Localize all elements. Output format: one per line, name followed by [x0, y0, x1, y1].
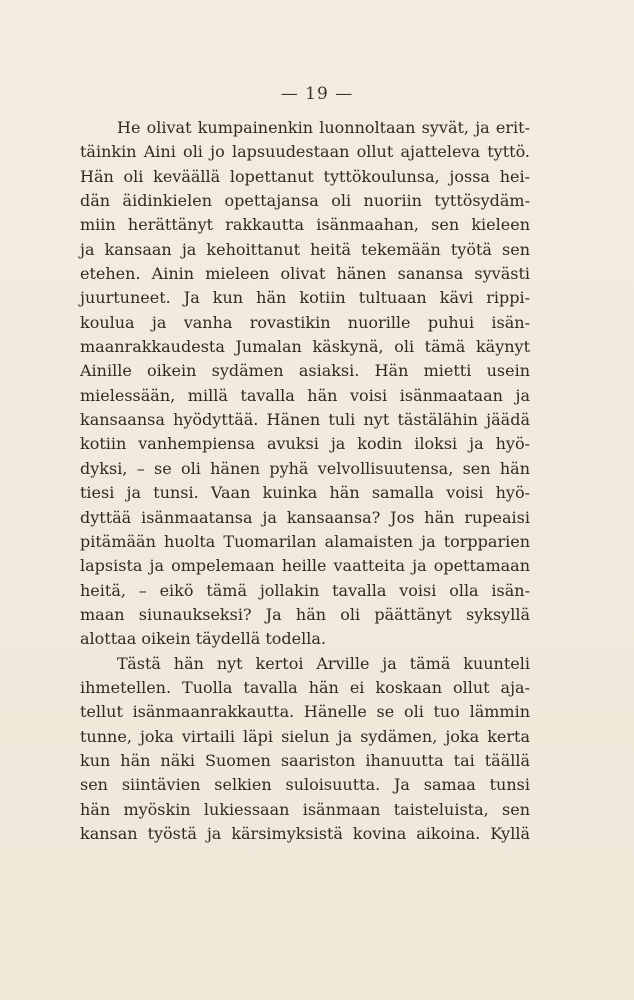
text-line: täinkin Aini oli jo lapsuudestaan ollut ajatteleva tyttö.: [80, 142, 530, 162]
text-line: ja kansaan ja kehoittanut heitä tekemään työtä sen: [80, 239, 530, 259]
text-line: miin herättänyt rakkautta isänmaahan, sen kieleen: [80, 215, 530, 235]
text-line: maan siunaukseksi? Ja hän oli päättänyt syksyllä: [80, 604, 530, 624]
text-line: He olivat kumpainenkin luonnoltaan syvät, ja erit-: [117, 118, 530, 137]
text-line: sen siintävien selkien suloisuutta. Ja samaa tunsi: [80, 775, 530, 795]
text-line: dän äidinkielen opettajansa oli nuoriin tyttösydäm-: [80, 191, 530, 211]
page-number: — 19 —: [280, 84, 354, 104]
text-line: kotiin vanhempiensa avuksi ja kodin iloksi ja hyö-: [80, 434, 530, 454]
text-line: juurtuneet. Ja kun hän kotiin tultuaan kävi rippi-: [80, 288, 530, 308]
text-line: tellut isänmaanrakkautta. Hänelle se oli tuo lämmin: [80, 702, 530, 722]
text-line: lapsista ja ompelemaan heille vaatteita ja opettamaan: [80, 556, 530, 576]
text-line: tiesi ja tunsi. Vaan kuinka hän samalla voisi hyö-: [80, 483, 530, 503]
text-line: alottaa oikein täydellä todella.: [80, 629, 326, 649]
text-line: Hän oli keväällä lopettanut tyttökoulunsa, jossa hei-: [80, 166, 530, 186]
text-line: kansaansa hyödyttää. Hänen tuli nyt tästälähin jäädä: [80, 410, 530, 430]
text-line: ihmetellen. Tuolla tavalla hän ei koskaan ollut aja-: [80, 677, 530, 697]
text-line: mielessään, millä tavalla hän voisi isänmaataan ja: [80, 385, 530, 405]
text-line: etehen. Ainin mieleen olivat hänen sanansa syvästi: [80, 264, 530, 284]
text-line: Ainille oikein sydämen asiaksi. Hän mietti usein: [80, 361, 530, 381]
text-line: maanrakkaudesta Jumalan käskynä, oli tämä käynyt: [80, 337, 530, 357]
text-line: dyttää isänmaatansa ja kansaansa? Jos hän rupeaisi: [80, 507, 530, 527]
text-line: tunne, joka virtaili läpi sielun ja sydämen, joka kerta: [80, 726, 530, 746]
text-line: dyksi, – se oli hänen pyhä velvollisuutensa, sen hän: [80, 458, 530, 478]
text-line: hän myöskin lukiessaan isänmaan taisteluista, sen: [80, 799, 530, 819]
text-line: pitämään huolta Tuomarilan alamaisten ja torpparien: [80, 531, 530, 551]
text-line: kansan työstä ja kärsimyksistä kovina aikoina. Kyllä: [80, 823, 530, 843]
text-line: Tästä hän nyt kertoi Arville ja tämä kuunteli: [117, 653, 530, 673]
text-line: heitä, – eikö tämä jollakin tavalla voisi olla isän-: [80, 580, 530, 600]
body-text: [80, 116, 530, 846]
text-line: kun hän näki Suomen saariston ihanuutta tai täällä: [80, 750, 530, 770]
text-line: koulua ja vanha rovastikin nuorille puhui isän-: [80, 312, 530, 332]
